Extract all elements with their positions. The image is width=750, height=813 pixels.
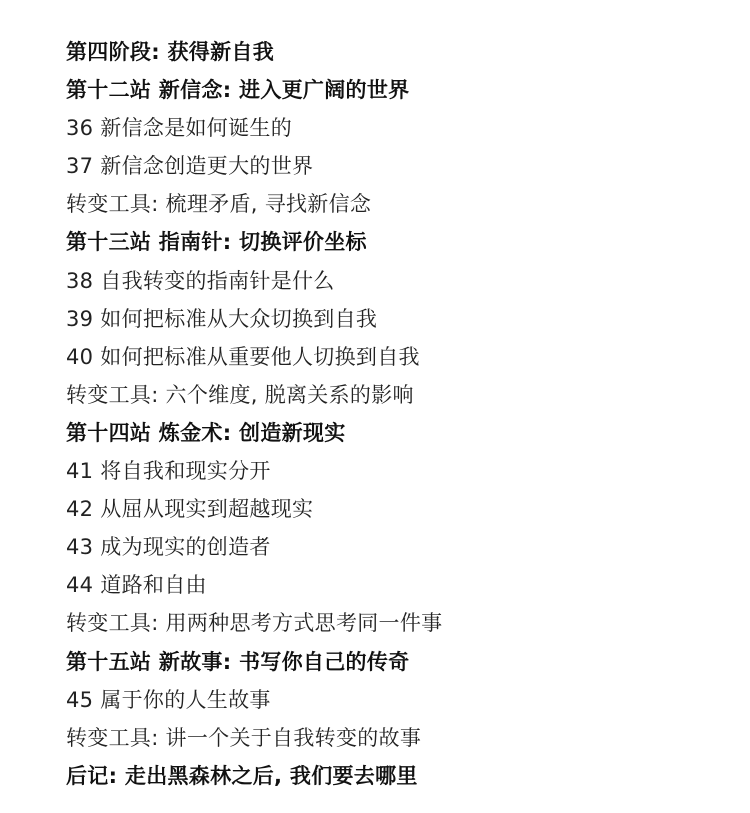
section-item: 36 新信念是如何诞生的: [66, 116, 292, 141]
afterword-heading: 后记: 走出黑森林之后, 我们要去哪里: [66, 763, 418, 788]
tool-item: 转变工具: 用两种思考方式思考同一件事: [66, 611, 443, 636]
section-item: 37 新信念创造更大的世界: [66, 154, 314, 179]
section-item: 39 如何把标准从大众切换到自我: [66, 306, 378, 331]
stage-heading: 第四阶段: 获得新自我: [66, 40, 275, 64]
tool-item: 转变工具: 六个维度, 脱离关系的影响: [66, 382, 414, 407]
section-item: 43 成为现实的创造者: [66, 535, 271, 560]
section-item: 44 道路和自由: [66, 573, 207, 598]
section-item: 42 从屈从现实到超越现实: [66, 497, 314, 522]
chapter-heading: 第十二站 新信念: 进入更广阔的世界: [66, 78, 410, 103]
chapter-heading: 第十四站 炼金术: 创造新现实: [66, 420, 346, 445]
chapter-heading: 第十五站 新故事: 书写你自己的传奇: [66, 649, 410, 674]
section-item: 41 将自我和现实分开: [66, 459, 271, 484]
tool-item: 转变工具: 梳理矛盾, 寻找新信念: [66, 192, 372, 217]
section-item: 40 如何把标准从重要他人切换到自我: [66, 344, 420, 369]
section-item: 45 属于你的人生故事: [66, 687, 271, 712]
table-of-contents: [66, 33, 726, 795]
chapter-heading: 第十三站 指南针: 切换评价坐标: [66, 230, 367, 255]
tool-item: 转变工具: 讲一个关于自我转变的故事: [66, 725, 422, 750]
section-item: 38 自我转变的指南针是什么: [66, 268, 335, 293]
